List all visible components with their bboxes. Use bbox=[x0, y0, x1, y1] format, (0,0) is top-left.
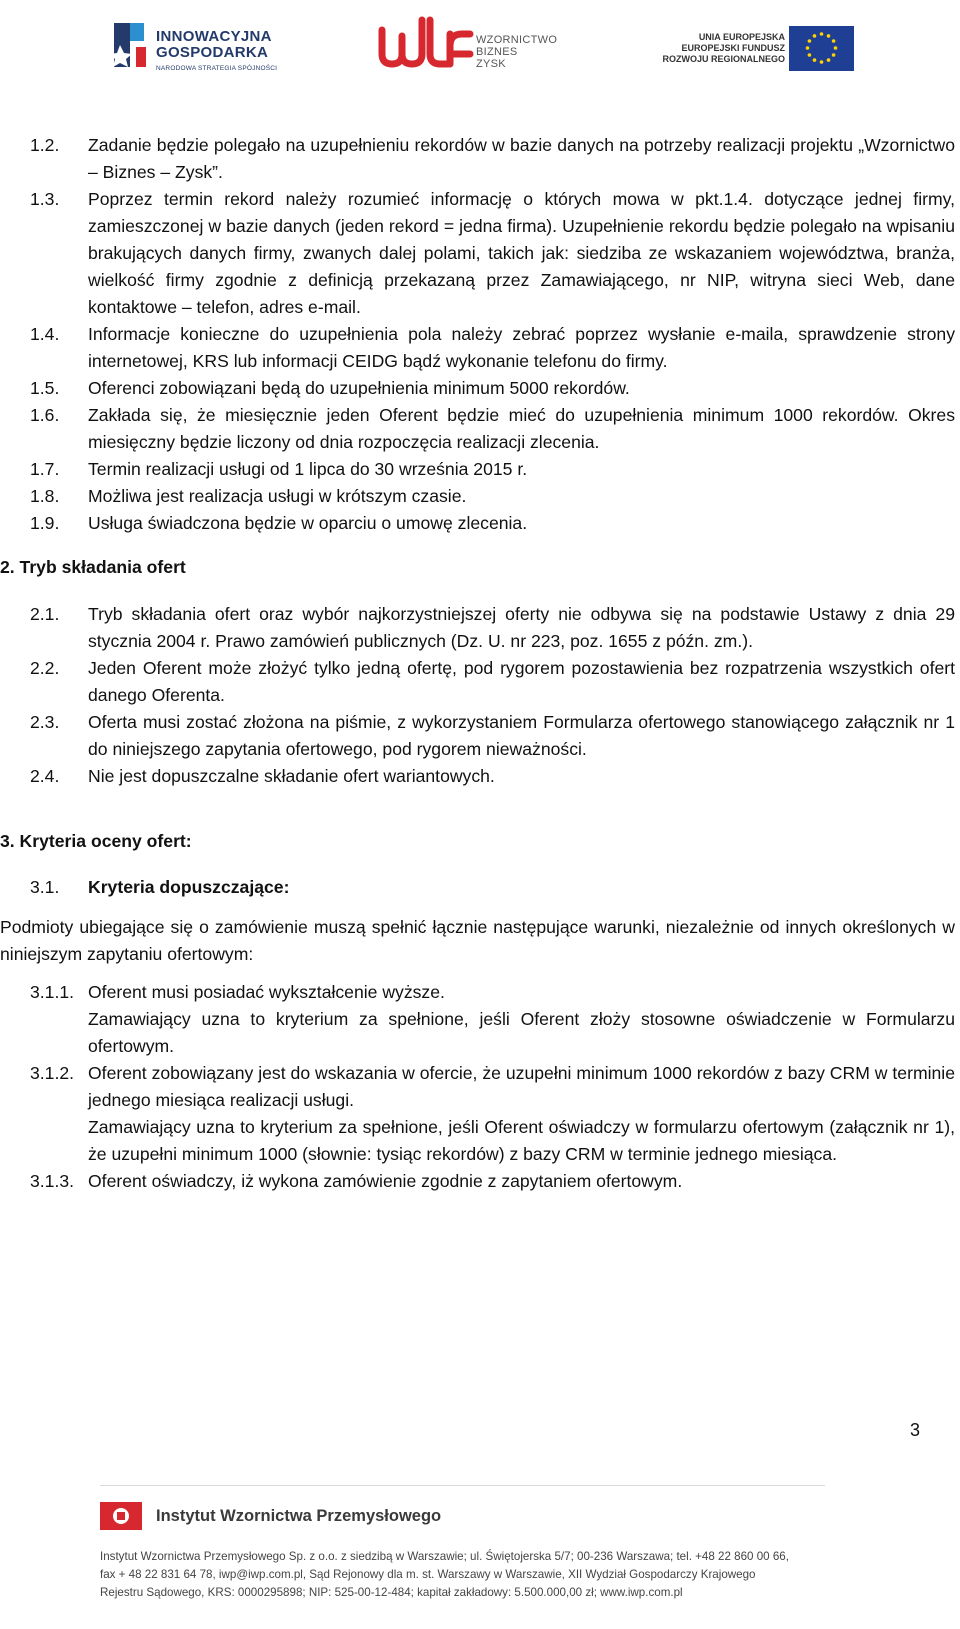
item-number: 3.1.1. bbox=[30, 982, 75, 1002]
item-number: 1.6. bbox=[30, 405, 60, 425]
list-item bbox=[30, 601, 955, 655]
list-item bbox=[30, 402, 955, 456]
iwp-logo-icon bbox=[100, 1502, 142, 1530]
logo-center-line3: ZYSK bbox=[476, 58, 506, 70]
logo-left-line1: INNOWACYJNA bbox=[156, 28, 272, 45]
list-item bbox=[30, 979, 955, 1060]
header-logos bbox=[0, 0, 960, 110]
item-number: 2.3. bbox=[30, 712, 60, 732]
list-item bbox=[30, 1168, 955, 1195]
list-item bbox=[30, 375, 955, 402]
item-text: Oferent zobowiązany jest do wskazania w ofercie, że uzupełni minimum 1000 rekordów z bazy CRM w terminie jednego miesiąca realizacji usługi. bbox=[88, 1063, 955, 1110]
list-item bbox=[30, 763, 955, 790]
item-text: Nie jest dopuszczalne składanie ofert wariantowych. bbox=[88, 766, 495, 786]
section-1-list bbox=[30, 132, 955, 537]
logo-right-line2: EUROPEJSKI FUNDUSZ bbox=[681, 43, 785, 53]
item-text: Zadanie będzie polegało na uzupełnieniu rekordów w bazie danych na potrzeby realizacji projektu „Wzornictwo – Biznes – Zysk”. bbox=[88, 135, 955, 182]
item-number: 1.5. bbox=[30, 378, 60, 398]
item-text: Usługa świadczona będzie w oparciu o umowę zlecenia. bbox=[88, 513, 528, 533]
list-item bbox=[30, 655, 955, 709]
footer-line-1: Instytut Wzornictwa Przemysłowego Sp. z o.o. z siedzibą w Warszawie; ul. Świętojerska 5/7; 00-236 Warszawa; tel. +48 22 860 00 66, bbox=[100, 1550, 789, 1563]
item-text: Oferta musi zostać złożona na piśmie, z wykorzystaniem Formularza ofertowego stanowiącego załącznik nr 1 do niniejszego zapytania ofertowego, pod rygorem nieważności. bbox=[88, 712, 955, 759]
list-item bbox=[30, 1060, 955, 1168]
wzornictwo-biznes-zysk-logo bbox=[378, 12, 588, 82]
logo-right-line1: UNIA EUROPEJSKA bbox=[698, 32, 785, 42]
footer-line-2: fax + 48 22 831 64 78, iwp@iwp.com.pl, Sąd Rejonowy dla m. st. Warszawy w Warszawie, XII Wydział Gospodarczy Krajowego bbox=[100, 1568, 756, 1581]
item-number: 3.1. bbox=[30, 877, 60, 897]
wbz-mark-icon bbox=[378, 12, 474, 74]
logo-center-line1: WZORNICTWO bbox=[476, 34, 558, 46]
item-text-secondary: Zamawiający uzna to kryterium za spełnione, jeśli Oferent złoży stosowne oświadczenie w Formularzu ofertowym. bbox=[88, 1009, 955, 1056]
item-number: 1.3. bbox=[30, 189, 60, 209]
item-text: Zakłada się, że miesięcznie jeden Oferent będzie mieć do uzupełnienia minimum 1000 rekordów. Okres miesięczny będzie liczony od dnia rozpoczęcia realizacji zlecenia. bbox=[88, 405, 955, 452]
item-text: Poprzez termin rekord należy rozumieć informację o których mowa w pkt.1.4. dotyczące jednej firmy, zamieszczonej w bazie danych (jeden rekord = jedna firma). Uzupełnienie rekordu będzie polegało na wpisaniu brakujących danych firmy, zwanych dalej polami, takich jak: siedziba ze wskazaniem województwa, branża, wielkość firmy zgodnie z definicją przekazaną przez Zamawiającego, nr NIP, witryna sieci Web, dane kontaktowe – telefon, adres e-mail. bbox=[88, 189, 955, 317]
item-number: 3.1.2. bbox=[30, 1063, 75, 1083]
item-number: 1.9. bbox=[30, 513, 60, 533]
list-item bbox=[30, 483, 955, 510]
section-2-heading: 2. Tryb składania ofert bbox=[0, 557, 186, 577]
item-number: 1.2. bbox=[30, 135, 60, 155]
list-item bbox=[30, 709, 955, 763]
page-number: 3 bbox=[909, 1420, 920, 1440]
section-3-list bbox=[30, 979, 955, 1195]
logo-right-line3: ROZWOJU REGIONALNEGO bbox=[662, 54, 785, 64]
section-3-heading: 3. Kryteria oceny ofert: bbox=[0, 831, 192, 851]
item-number: 1.4. bbox=[30, 324, 60, 344]
item-text: Możliwa jest realizacja usługi w krótszym czasie. bbox=[88, 486, 467, 506]
footer bbox=[100, 1485, 860, 1602]
document-body bbox=[0, 132, 955, 1195]
list-item bbox=[30, 321, 955, 375]
list-item bbox=[30, 132, 955, 186]
item-number: 1.8. bbox=[30, 486, 60, 506]
item-text: Informacje konieczne do uzupełnienia pola należy zebrać poprzez wysłanie e-maila, sprawdzenie strony internetowej, KRS lub informacji CEIDG bądź wykonanie telefonu do firmy. bbox=[88, 324, 955, 371]
footer-brand-name: Instytut Wzornictwa Przemysłowego bbox=[156, 1506, 442, 1525]
footer-divider bbox=[100, 1485, 825, 1486]
item-number: 2.2. bbox=[30, 658, 60, 678]
subsection-title: Kryteria dopuszczające: bbox=[88, 877, 290, 897]
section-2-list bbox=[30, 601, 955, 790]
unia-europejska-logo bbox=[657, 20, 852, 80]
logo-left-line2: GOSPODARKA bbox=[156, 44, 269, 61]
star-icon bbox=[110, 19, 148, 69]
footer-line-3: Rejestru Sądowego, KRS: 0000295898; NIP: 525-00-12-484; kapitał zakładowy: 5.500.000,00 zł; www.iwp.com.pl bbox=[100, 1586, 683, 1599]
list-item bbox=[30, 510, 955, 537]
innowacyjna-gospodarka-logo bbox=[110, 15, 290, 77]
subsection-3-1-heading bbox=[30, 874, 955, 901]
list-item bbox=[30, 186, 955, 321]
item-text: Termin realizacji usługi od 1 lipca do 30 września 2015 r. bbox=[88, 459, 528, 479]
section-3-intro: Podmioty ubiegające się o zamówienie muszą spełnić łącznie następujące warunki, niezależnie od innych określonych w niniejszym zapytaniu ofertowym: bbox=[0, 917, 955, 964]
item-number: 3.1.3. bbox=[30, 1171, 75, 1191]
item-number: 1.7. bbox=[30, 459, 60, 479]
item-number: 2.4. bbox=[30, 766, 60, 786]
item-text: Oferent oświadczy, iż wykona zamówienie zgodnie z zapytaniem ofertowym. bbox=[88, 1171, 683, 1191]
footer-info bbox=[100, 1548, 860, 1602]
item-number: 2.1. bbox=[30, 604, 60, 624]
logo-center-line2: BIZNES bbox=[476, 46, 518, 58]
item-text: Tryb składania ofert oraz wybór najkorzystniejszej oferty nie odbywa się na podstawie Ustawy z dnia 29 stycznia 2004 r. Prawo zamówień publicznych (Dz. U. nr 223, poz. 1655 z późn. zm.). bbox=[88, 604, 955, 651]
item-text: Jeden Oferent może złożyć tylko jedną ofertę, pod rygorem pozostawienia bez rozpatrzenia wszystkich ofert danego Oferenta. bbox=[88, 658, 955, 705]
item-text: Oferent musi posiadać wykształcenie wyższe. bbox=[88, 982, 445, 1002]
eu-flag-icon bbox=[789, 26, 854, 71]
logo-left-sub: NARODOWA STRATEGIA SPÓJNOŚCI bbox=[156, 65, 278, 72]
item-text-secondary: Zamawiający uzna to kryterium za spełnione, jeśli Oferent oświadczy w formularzu ofertowym (załącznik nr 1), że uzupełni minimum 1000 (słownie: tysiąc rekordów) z bazy CRM w terminie jednego miesiąca. bbox=[88, 1117, 955, 1164]
item-text: Oferenci zobowiązani będą do uzupełnienia minimum 5000 rekordów. bbox=[88, 378, 630, 398]
list-item bbox=[30, 456, 955, 483]
